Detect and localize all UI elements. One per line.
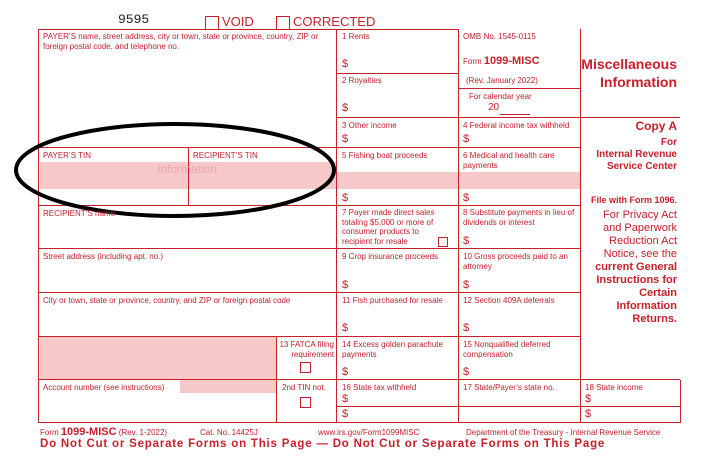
box8-label: 8 Substitute payments in lieu of dividends or interest [463,208,575,227]
box4-label: 4 Federal income tax withheld [463,121,570,130]
box12-dollar: $ [463,322,470,334]
box6-label: 6 Medical and health care payments [463,151,555,170]
box5-label: 5 Fishing boat proceeds [342,151,428,160]
box9-dollar: $ [342,279,349,291]
footer-warning: Do Not Cut or Separate Forms on This Page — Do Not Cut or Separate Forms on This Page [40,438,606,450]
box3-dollar: $ [342,133,349,145]
box12-label: 12 Section 409A deferrals [463,296,555,305]
city-label: City or town, state or province, country, and ZIP or foreign postal code [43,296,291,305]
box18-label: 18 State income [585,383,643,392]
void-label: VOID [222,14,254,29]
box3-label: 3 Other income [342,121,397,130]
rev-date: (Rev. January 2022) [466,76,538,85]
footer-dept: Department of the Treasury - Internal Revenue Service [466,428,661,437]
form-code: 9595 [118,12,150,27]
privacy-2: and Paperwork [603,222,677,234]
void-checkbox[interactable] [205,16,219,30]
box7-checkbox[interactable] [438,237,448,247]
corrected-checkbox[interactable] [276,16,290,30]
box8-dollar: $ [463,235,470,247]
recipient-name-field[interactable] [40,219,335,247]
city-field[interactable] [40,306,335,334]
box18-dollar-1: $ [585,393,592,405]
box13-checkbox[interactable] [300,362,311,373]
box13-label: 13 FATCA filing requirement [279,340,334,359]
box16-dollar-2: $ [342,408,349,420]
box18-dollar-2: $ [585,408,592,420]
calendar-year[interactable]: 20 [488,102,500,113]
corrected-label: CORRECTED [293,14,376,29]
annotation-ellipse [10,118,340,222]
box10-label: 10 Gross proceeds paid to an attorney [463,252,568,271]
box9-label: 9 Crop insurance proceeds [342,252,439,261]
privacy-4: Notice, see the [603,248,677,260]
title-line2: Information [600,74,677,90]
box7-label: 7 Payer made direct sales totaling $5,000 or more of consumer products to recipient for resale [342,208,435,246]
box11-dollar: $ [342,322,349,334]
payer-name-label: PAYER’S name, street address, city or town, state or province, country, ZIP or foreign postal code, and telephone no. [43,32,319,51]
current-5: Returns. [632,313,677,325]
form-name-header: Form 1099-MISC [463,55,540,67]
current-4: Information [616,300,677,312]
privacy-3: Reduction Act [609,235,677,247]
box2-label: 2 Royalties [342,76,382,85]
recipient-tin-label: RECIPIENT’S TIN [193,151,258,160]
box2-dollar: $ [342,102,349,114]
box15-dollar: $ [463,366,470,378]
box14-label: 14 Excess golden parachute payments [342,340,443,359]
footer-form: Form 1099-MISC (Rev. 1-2022) [40,426,168,438]
box17-label: 17 State/Payer’s state no. [463,383,555,392]
title-line1: Miscellaneous [581,56,677,72]
footer-cat: Cat. No. 14425J [200,428,258,437]
privacy-1: For Privacy Act [603,209,677,221]
second-tin-label: 2nd TIN not. [282,383,326,392]
box4-dollar: $ [463,133,470,145]
current-3: Certain [639,287,677,299]
current-2: Instructions for [596,274,677,286]
box16-label: 16 State tax withheld [342,383,417,392]
box6-dollar: $ [463,192,470,204]
street-label: Street address (including apt. no.) [43,252,164,261]
faded-text: Information [157,162,218,176]
box1-dollar: $ [342,58,349,70]
box10-dollar: $ [463,279,470,291]
box16-dollar-1: $ [342,393,349,405]
box11-label: 11 Fish purchased for resale [342,296,443,305]
current-1: current General [595,261,677,273]
second-tin-checkbox[interactable] [300,397,311,408]
account-label: Account number (see instructions) [43,383,165,392]
box14-dollar: $ [342,366,349,378]
account-field[interactable] [180,380,275,420]
recipient-name-label: RECIPIENT’S name [43,209,116,218]
copy-a-line2: Internal Revenue [596,149,677,160]
box1-label: 1 Rents [342,32,370,41]
file-with: File with Form 1096. [590,195,677,205]
omb-number: OMB No. 1545-0115 [463,32,536,41]
recipient-name-fill [40,337,276,379]
copy-a-line3: Service Center [606,161,677,172]
calendar-year-label: For calendar year [469,92,532,101]
copy-a-line1: For [660,137,677,148]
box15-label: 15 Nonqualified deferred compensation [463,340,551,359]
box5-dollar: $ [342,192,349,204]
footer-url: www.irs.gov/Form1099MISC [318,428,420,437]
copy-a-label: Copy A [635,119,677,133]
street-field[interactable] [40,262,335,290]
payer-tin-label: PAYER’S TIN [43,151,92,160]
